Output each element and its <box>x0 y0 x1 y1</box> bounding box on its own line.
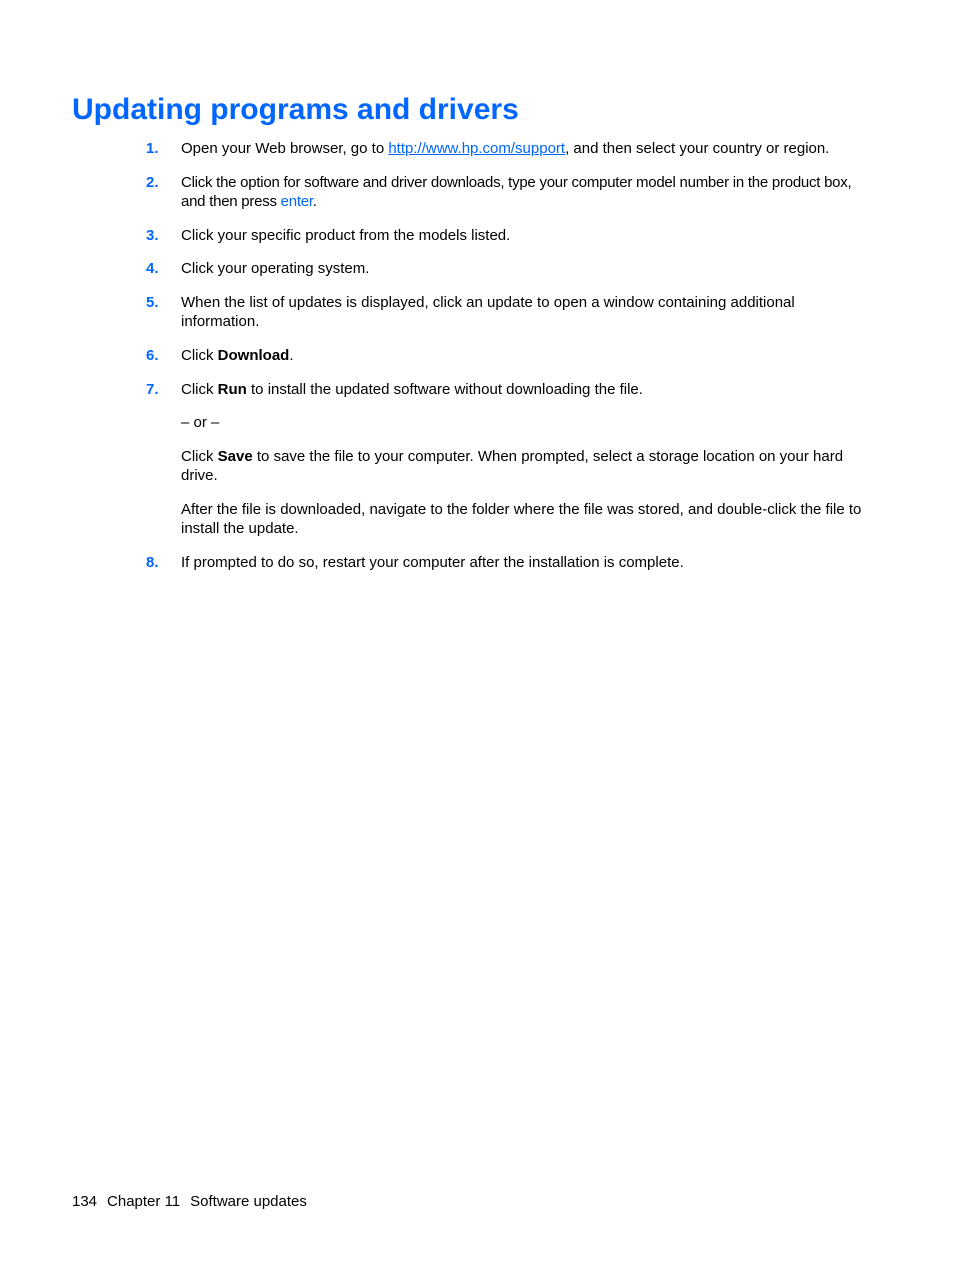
section-label: Software updates <box>190 1193 307 1210</box>
step-text: Click Run to install the updated software without downloading the file. <box>181 381 643 398</box>
step-number: 1. <box>146 140 159 157</box>
step-number: 8. <box>146 554 159 571</box>
step-number: 4. <box>146 260 159 277</box>
page-footer <box>72 1192 317 1212</box>
step-text: Click your specific product from the models listed. <box>181 227 511 244</box>
download-label: Download <box>217 347 290 364</box>
step-text: After the file is downloaded, navigate to the folder where the file was stored, and double-click the file to install the update. <box>181 501 862 537</box>
step-number: 3. <box>146 227 159 244</box>
enter-key-label: enter <box>280 193 313 210</box>
step-number: 2. <box>146 174 159 191</box>
step-text: Click Save to save the file to your computer. When prompted, select a storage location on your hard drive. <box>181 448 844 484</box>
step-text: If prompted to do so, restart your computer after the installation is complete. <box>181 554 684 571</box>
or-separator: – or – <box>181 414 220 431</box>
step-number: 5. <box>146 294 159 311</box>
step-text: When the list of updates is displayed, click an update to open a window containing additional information. <box>181 294 795 330</box>
page-title: Updating programs and drivers <box>72 93 519 126</box>
step-text: Click Download. <box>181 347 294 364</box>
save-label: Save <box>217 448 253 465</box>
step-number: 6. <box>146 347 159 364</box>
step-number: 7. <box>146 381 159 398</box>
run-label: Run <box>217 381 247 398</box>
support-link[interactable]: http://www.hp.com/support <box>388 140 566 157</box>
step-text: Open your Web browser, go to http://www.hp.com/support, and then select your country or region. <box>181 140 830 157</box>
chapter-label: Chapter 11 <box>107 1193 181 1210</box>
step-text: Click the option for software and driver downloads, type your computer model number in the product box, and then press enter. <box>181 174 852 210</box>
step-text: Click your operating system. <box>181 260 370 277</box>
page-number: 134 <box>72 1193 98 1210</box>
